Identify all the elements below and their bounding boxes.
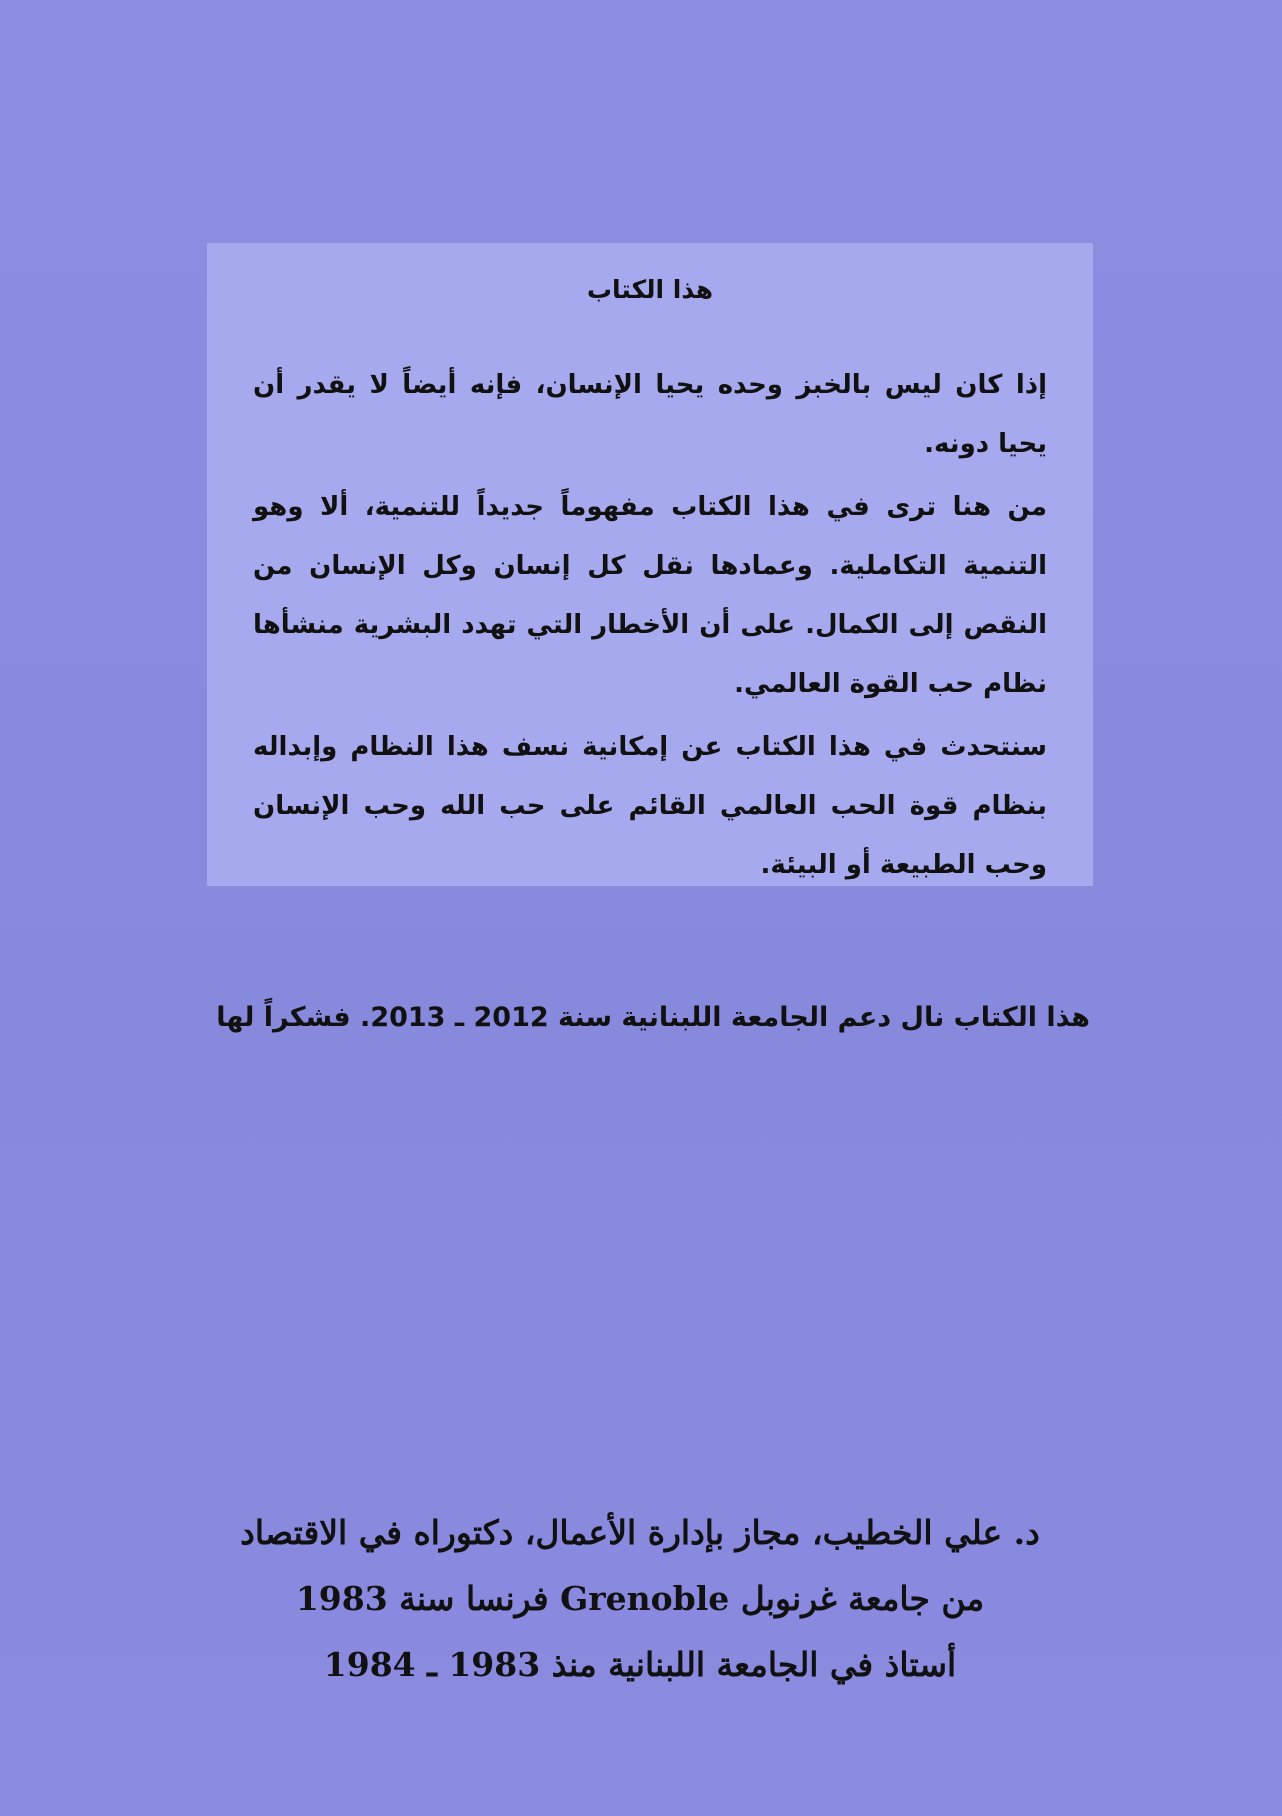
blurb-heading: هذا الكتاب	[586, 275, 714, 304]
blurb-paragraph-2: من هنا ترى في هذا الكتاب مفهوماً جديداً للتنمية، ألا وهو التنمية التكاملية. وعمادها نقل كل إنسان وكل الإنسان من النقص إلى الكمال. على أن الأخطار التي تهدد البشرية منشأها نظام حب القوة العالمي.	[253, 492, 1047, 699]
author-line-1: د. علي الخطيب، مجاز بإدارة الأعمال، دكتوراه في الاقتصاد	[240, 1513, 1040, 1552]
blurb-paragraph-3: سنتحدث في هذا الكتاب عن إمكانية نسف هذا النظام وإبداله بنظام قوة الحب العالمي القائم على حب الله وحب الإنسان وحب الطبيعة أو البيئة.	[253, 732, 1047, 880]
author-line-3: أستاذ في الجامعة اللبنانية منذ 1983 ـ 1984	[323, 1645, 957, 1684]
blurb-box	[207, 243, 1093, 886]
support-note: هذا الكتاب نال دعم الجامعة اللبنانية سنة 2012 ـ 2013. فشكراً لها	[216, 1002, 1090, 1033]
author-bio	[160, 1500, 1120, 1698]
author-line-2: من جامعة غرنوبل Grenoble فرنسا سنة 1983	[295, 1579, 985, 1618]
blurb-paragraph-1: إذا كان ليس بالخبز وحده يحيا الإنسان، فإنه أيضاً لا يقدر أن يحيا دونه.	[253, 370, 1047, 459]
